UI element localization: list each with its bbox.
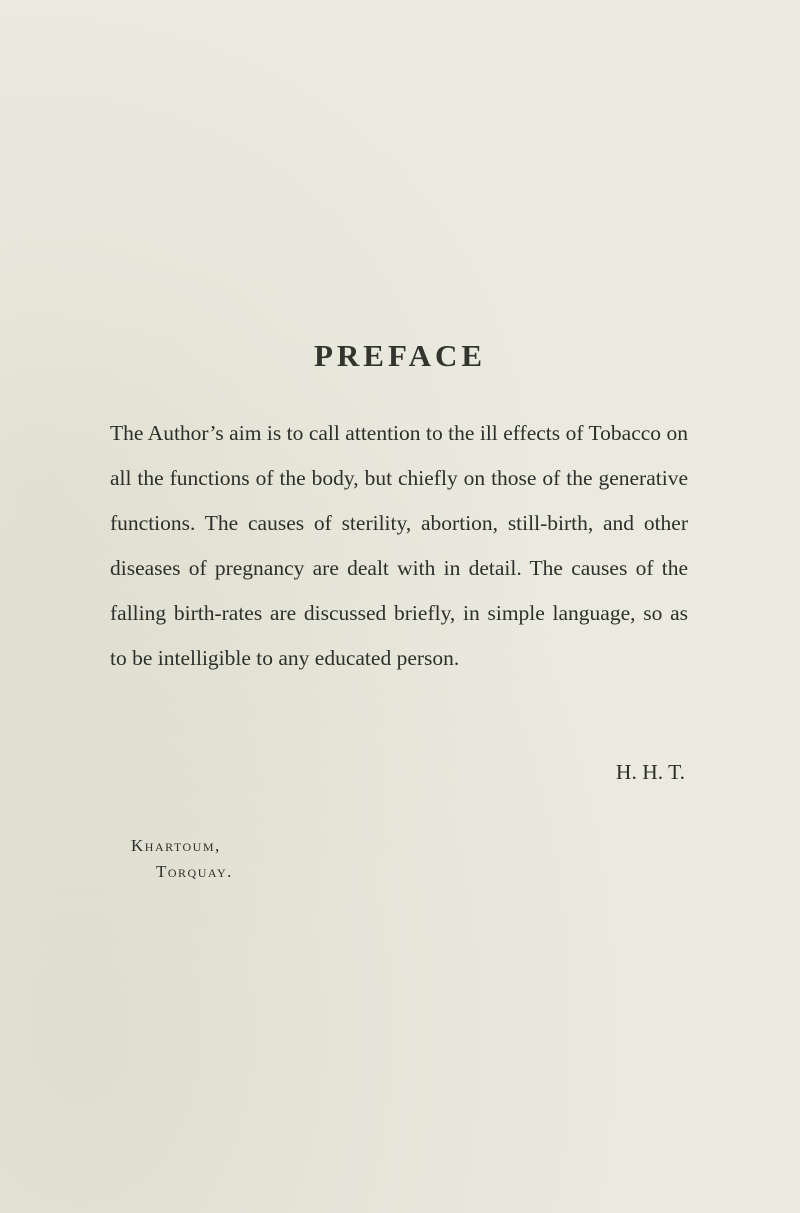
- place-line-2: Torquay.: [156, 862, 233, 881]
- preface-paragraph: The Author’s aim is to call attention to the ill effects of Tobacco on all the functions of the body, but chiefly on those of the generative functions. The causes of sterility, abortion, still-birth, and other diseases of pregnancy are dealt with in detail. The causes of the falling birth-rates are discussed briefly, in simple language, so as to be intelligible to any educated person.: [110, 421, 688, 670]
- place-line-1: Khartoum,: [131, 836, 221, 855]
- author-initials: H. H. T.: [615, 760, 685, 784]
- page-title: PREFACE: [313, 338, 487, 373]
